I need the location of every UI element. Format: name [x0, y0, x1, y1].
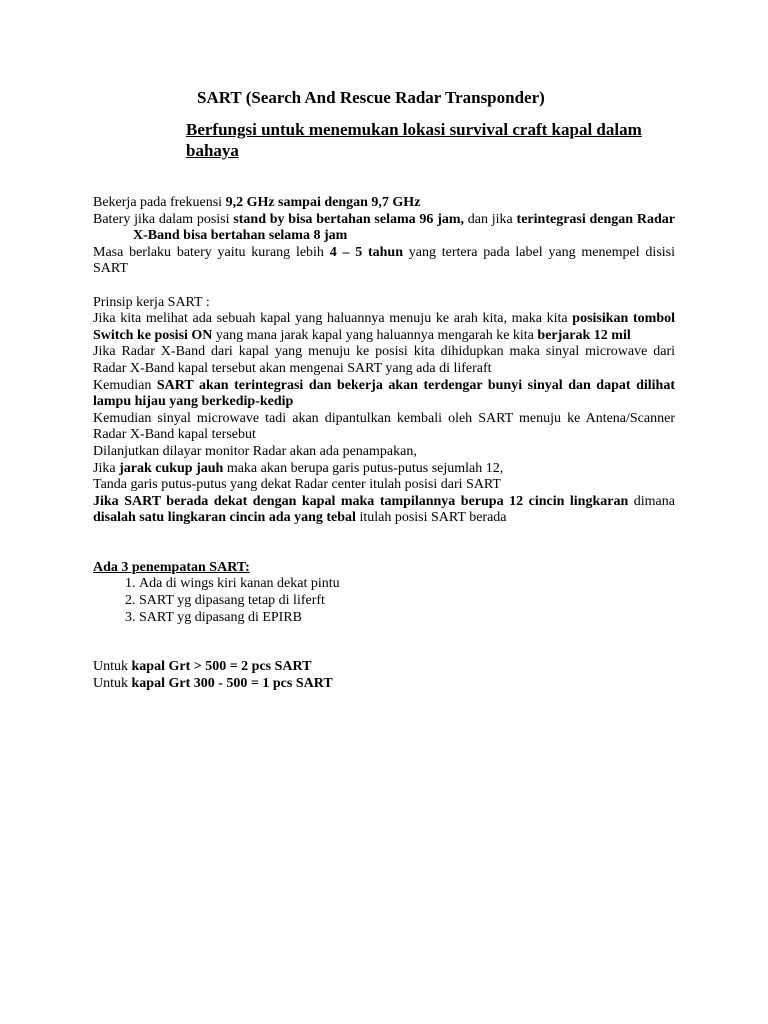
battery-text-1: Batery jika dalam posisi — [93, 211, 234, 227]
rule2-value: kapal Grt 300 - 500 = 1 pcs SART — [131, 675, 333, 691]
document-body — [93, 195, 675, 692]
validity-years: 4 – 5 tahun — [329, 244, 403, 260]
principle-step-2: Jika Radar X-Band dari kapal yang menuju ke posisi kita dihidupkan maka sinyal microwave dari Radar X-Band kapal tersebut akan mengenai SART yang ada di liferaft — [93, 344, 675, 376]
principle-step-1 — [93, 311, 675, 344]
validity-text-2: yang tertera pada label yang menempel disisi SART — [93, 244, 675, 277]
rule1-value: kapal Grt > 500 = 2 pcs SART — [131, 659, 312, 675]
battery-standby: stand by bisa bertahan selama 96 jam, — [233, 211, 465, 227]
principle-step-4: Kemudian sinyal microwave tadi akan dipantulkan kembali oleh SART menuju ke Antena/Scanner Radar X-Band kapal tersebut — [93, 410, 675, 443]
rule1-prefix: Untuk — [93, 659, 132, 675]
step8-rings: Jika SART berada dekat dengan kapal maka tampilannya berupa 12 cincin lingkaran — [93, 493, 629, 509]
step8-thick-ring: disalah satu lingkaran cincin ada yang tebal — [93, 510, 356, 526]
rule-small-ship — [93, 676, 675, 693]
step6-far-distance: jarak cukup jauh — [119, 460, 224, 476]
step6-text-1: Jika — [93, 460, 120, 476]
step1-switch-on: posisikan tombol Switch ke posisi ON — [93, 311, 675, 343]
frequency-line — [93, 195, 675, 212]
frequency-value: 9,2 GHz sampai dengan 9,7 GHz — [225, 195, 421, 210]
step1-text-1: Jika kita melihat ada sebuah kapal yang haluannya menuju ke arah kita, maka kita — [93, 311, 573, 327]
battery-text-2: dan jika — [464, 211, 517, 227]
validity-text-1: Masa berlaku batery yaitu kurang lebih — [93, 244, 330, 260]
battery-line — [93, 212, 675, 245]
battery-radar-b: X-Band bisa bertahan selama 8 jam — [133, 228, 348, 244]
validity-line — [93, 245, 675, 278]
step6-text-2: maka akan berupa garis putus-putus sejumlah 12, — [223, 460, 504, 476]
rule2-prefix: Untuk — [93, 675, 132, 691]
frequency-prefix: Bekerja pada frekuensi — [93, 195, 226, 210]
principle-step-5: Dilanjutkan dilayar monitor Radar akan ada penampakan, — [93, 443, 417, 459]
battery-radar-a: terintegrasi dengan Radar — [516, 211, 675, 227]
step3-integration: SART akan terintegrasi dan bekerja akan terdengar bunyi sinyal dan dapat dilihat lampu hijau yang berkedip-kedip — [93, 377, 675, 410]
step8-text-1: dimana — [628, 493, 675, 509]
rule-large-ship — [93, 659, 675, 676]
placement-list — [93, 576, 675, 626]
list-item: 3. SART yg dipasang di EPIRB — [139, 610, 675, 627]
step1-text-2: yang mana jarak kapal yang haluannya mengarah ke kita — [212, 327, 538, 343]
page-subtitle: Berfungsi untuk menemukan lokasi survival craft kapal dalam bahaya — [186, 120, 642, 160]
principle-heading: Prinsip kerja SART : — [93, 294, 210, 310]
principle-step-8 — [93, 494, 675, 527]
step3-text-1: Kemudian — [93, 377, 157, 393]
placement-heading: Ada 3 penempatan SART: — [93, 559, 250, 575]
page-title: SART (Search And Rescue Radar Transponder) — [197, 88, 545, 107]
principle-step-3 — [93, 378, 675, 411]
principle-step-7: Tanda garis putus-putus yang dekat Radar center itulah posisi dari SART — [93, 477, 501, 493]
principle-step-6 — [93, 461, 675, 478]
step1-distance: berjarak 12 mil — [537, 327, 631, 343]
list-item: 2. SART yg dipasang tetap di liferft — [139, 593, 675, 610]
list-item: 1. Ada di wings kiri kanan dekat pintu — [139, 576, 675, 593]
step8-text-2: itulah posisi SART berada — [355, 510, 507, 526]
